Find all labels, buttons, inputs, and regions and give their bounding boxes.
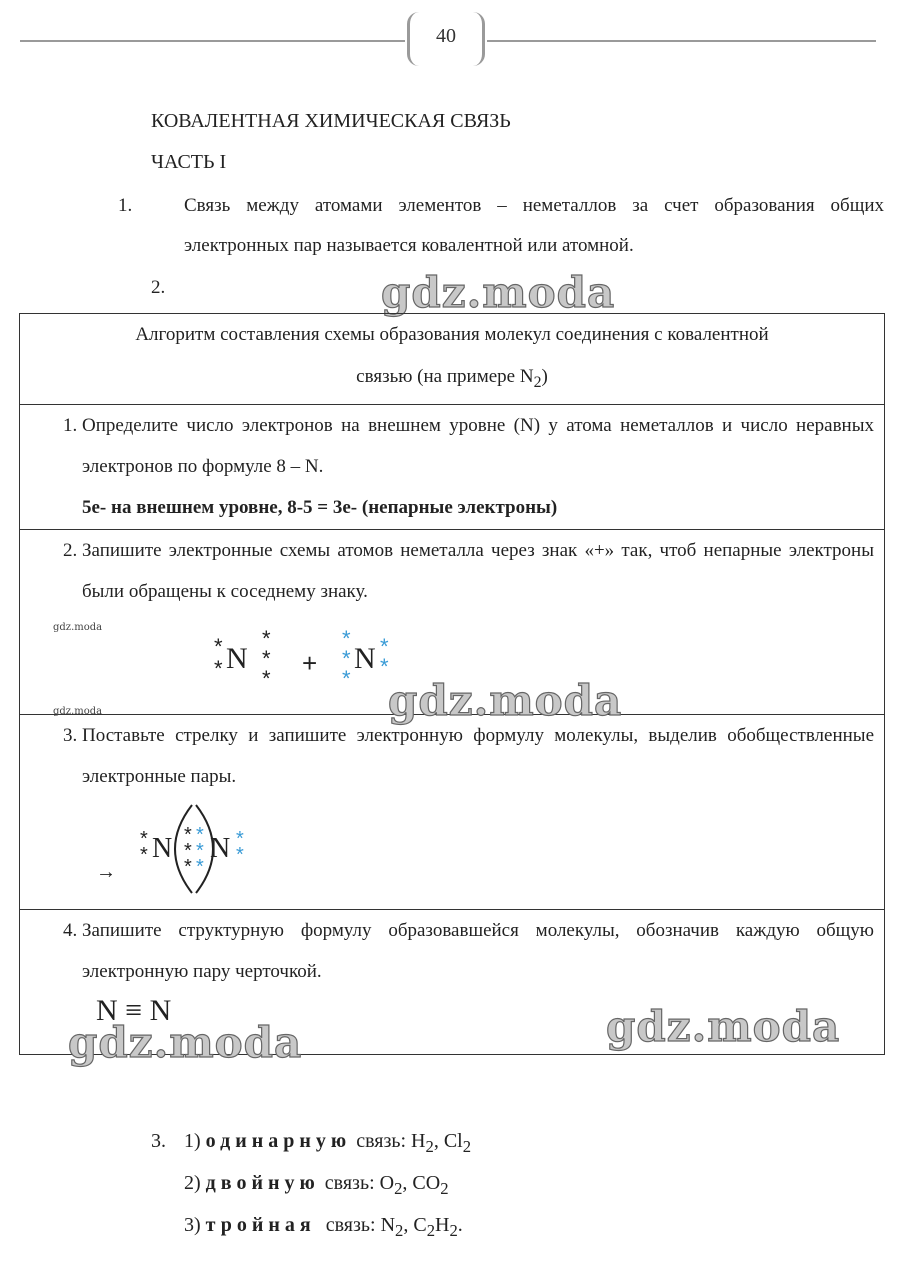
electron-dot: * — [184, 823, 192, 846]
algorithm-header-line2: связью (на примере $N_2$) — [356, 366, 548, 391]
algorithm-step-3 — [20, 714, 885, 909]
atom-n-left: N — [152, 832, 173, 864]
header-rule-right — [487, 40, 876, 42]
reaction-arrow: → — [96, 860, 116, 883]
algorithm-step-2 — [20, 529, 885, 725]
question-3-number: 3. — [151, 1130, 166, 1152]
electron-dot-blue: * — [236, 843, 244, 866]
step-1-answer: 5е- на внешнем уровне, 8-5 = 3е- (непарные электроны) — [82, 496, 558, 518]
watermark-small-2: gdz.moda — [53, 705, 103, 717]
step-2-text: Запишите электронные схемы атомов неметалла через знак «+» так, чтоб непарные электроны были обращены к соседнему знаку. — [82, 539, 874, 602]
electron-dot-blue: * — [380, 633, 389, 659]
question-1 — [118, 186, 884, 266]
step-2-number: 2. — [63, 539, 78, 561]
electron-dot-blue: * — [342, 665, 351, 691]
electron-dot: * — [184, 839, 192, 862]
plus-sign: + — [302, 647, 318, 678]
electron-dot: * — [214, 655, 223, 681]
electron-dot-blue: * — [380, 653, 389, 679]
electron-dot-blue: * — [196, 839, 204, 862]
atom-n-right: N — [354, 641, 376, 675]
electron-dot: * — [262, 665, 271, 691]
electron-dot: * — [184, 855, 192, 878]
question-2-number: 2. — [151, 277, 166, 298]
step-4-text: Запишите структурную формулу образовавшейся молекулы, обозначив каждую общую электронную пару черточкой. — [82, 919, 874, 982]
step-1-text: Определите число электронов на внешнем уровне (N) у атома неметаллов и число неравных электронов по формуле 8 – N. — [82, 414, 874, 477]
algorithm-header-line1: Алгоритм составления схемы образования молекул соединения с ковалентной — [135, 324, 769, 345]
header-rule-left — [20, 40, 405, 42]
electron-dot: * — [262, 645, 271, 671]
step-3-text: Поставьте стрелку и запишите электронную формулу молекулы, выделив обобществленные электронные пары. — [82, 724, 874, 787]
bond-type-item-3: 3) тройная связь: $N_2$, $C_2H_2$. — [184, 1214, 463, 1240]
question-1-number: 1. — [118, 195, 133, 216]
electron-dot-blue: * — [342, 627, 351, 651]
algorithm-header — [20, 314, 885, 405]
atom-n-left: N — [226, 641, 248, 675]
electron-dot-blue: * — [196, 823, 204, 846]
electron-dot: * — [140, 843, 148, 866]
step-3-number: 3. — [63, 724, 78, 746]
electron-formula-scheme — [136, 801, 276, 897]
algorithm-table — [19, 313, 885, 1055]
question-1-text: Связь между атомами элементов – неметаллов за счет образования общих электронных пар называется ковалентной или атомной. — [184, 195, 884, 256]
page-number: 40 — [407, 12, 485, 66]
algorithm-step-1 — [20, 404, 885, 529]
page-title: КОВАЛЕНТНАЯ ХИМИЧЕСКАЯ СВЯЗЬ — [151, 110, 511, 132]
bond-type-item-1: 1) одинарную связь: $H_2$, $Cl_2$ — [184, 1130, 472, 1156]
step-4-number: 4. — [63, 919, 78, 941]
bond-type-item-2: 2) двойную связь: $O_2$, $CO_2$ — [184, 1172, 449, 1198]
electron-dot: * — [140, 827, 148, 850]
electron-dot-blue: * — [236, 827, 244, 850]
watermark-1: gdz.moda — [381, 268, 616, 317]
watermark-2: gdz.moda — [388, 675, 623, 725]
step-1-number: 1. — [63, 414, 78, 436]
watermark-3: gdz.moda — [606, 1001, 841, 1051]
electron-dot: * — [214, 633, 223, 659]
watermark-small-1: gdz.moda — [53, 621, 103, 633]
atom-n-right: N — [210, 832, 231, 864]
structural-formula: N ≡ N — [96, 993, 172, 1027]
section-label: ЧАСТЬ I — [151, 151, 227, 173]
electron-dot-blue: * — [342, 645, 351, 671]
watermark-4: gdz.moda — [68, 1018, 303, 1067]
electron-dot-blue: * — [196, 855, 204, 878]
electron-dot: * — [262, 627, 271, 651]
